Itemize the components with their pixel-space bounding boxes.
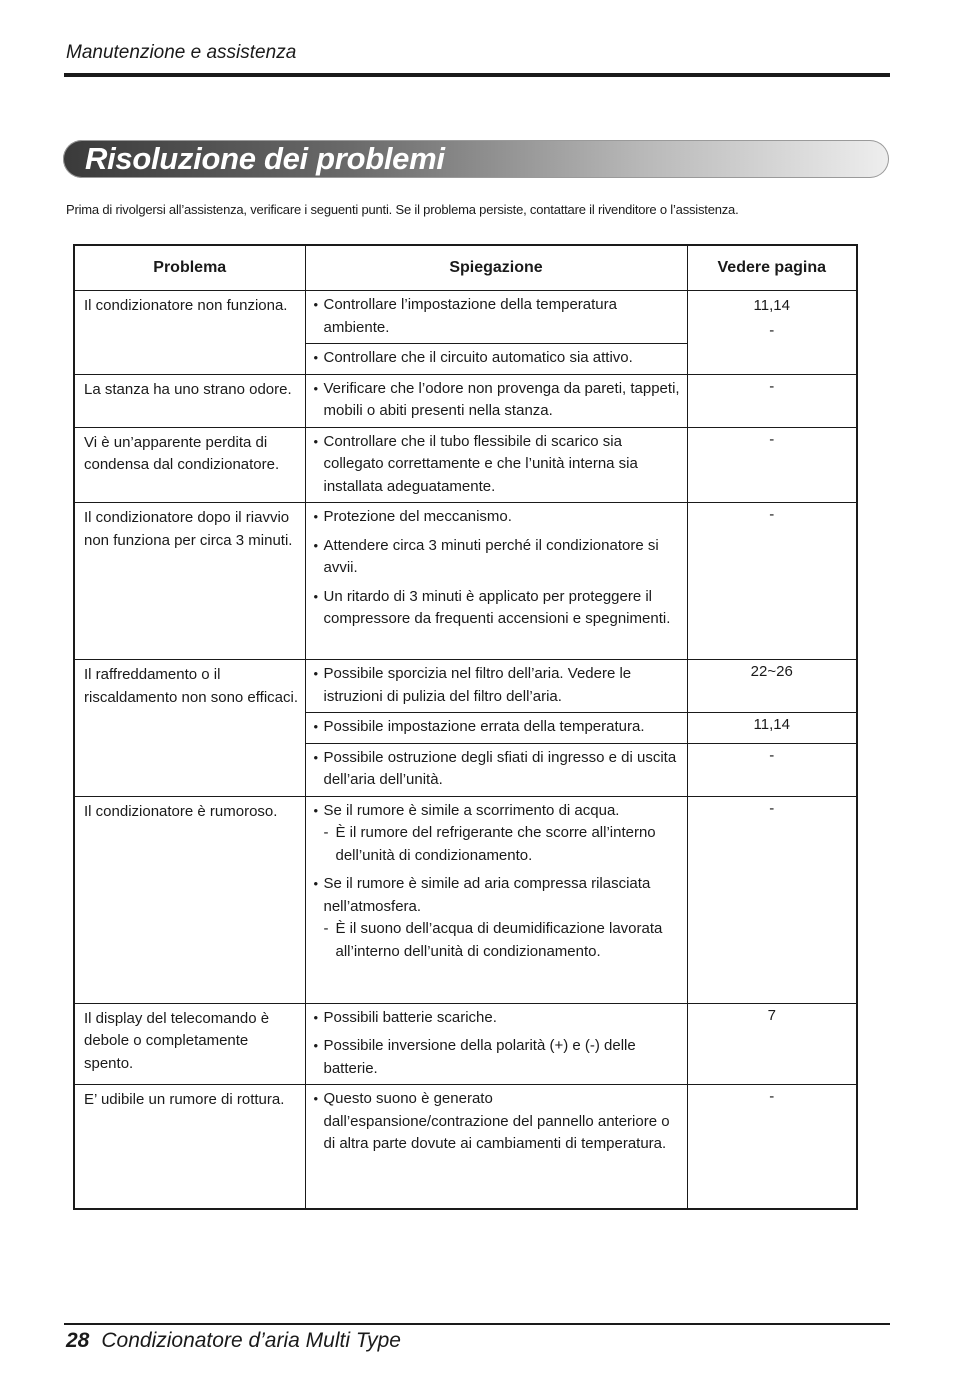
table-row <box>74 291 857 344</box>
running-header: Manutenzione e assistenza <box>66 42 297 63</box>
page-ref: - <box>769 322 775 339</box>
bullet-text: • Se il rumore è simile a scorrimento di acqua. <box>323 801 620 819</box>
bullet-item: • Controllare che il tubo flessibile di scarico sia collegato correttamente e che l’unità interna sia installata adeguatamente. <box>314 431 681 499</box>
page-cell: - <box>687 1085 857 1210</box>
explanation-cell <box>305 713 687 744</box>
troubleshooting-table <box>73 244 858 1210</box>
problem-cell: Il raffreddamento o il riscaldamento non sono efficaci. <box>74 660 305 797</box>
table-row <box>74 427 857 503</box>
footer-title: Condizionatore d’aria Multi Type <box>101 1329 401 1352</box>
footer-rule <box>64 1323 890 1325</box>
explanation-cell <box>305 503 687 660</box>
page-cell: 7 <box>687 1003 857 1085</box>
table-row <box>74 1085 857 1210</box>
bullet-item: • Protezione del meccanismo. <box>314 506 681 529</box>
dash-item: - È il suono dell’acqua di deumidificazione lavorata all’interno dell’unità di condizionamento. <box>314 918 681 963</box>
explanation-cell <box>305 796 687 1003</box>
bullet-item: • Possibile impostazione errata della temperatura. <box>314 716 681 739</box>
bullet-item <box>314 800 681 823</box>
page-number: 28 <box>66 1329 90 1352</box>
problem-cell: Il condizionatore è rumoroso. <box>74 796 305 1003</box>
page-cell: - <box>687 503 857 660</box>
page-cell: 11,14 <box>687 713 857 744</box>
bullet-item: • Possibile inversione della polarità (+) e (-) delle batterie. <box>314 1035 681 1080</box>
bullet-item: • Un ritardo di 3 minuti è applicato per proteggere il compressore da frequenti accensioni e spegnimenti. <box>314 586 681 631</box>
table-header-row <box>74 245 857 291</box>
problem-cell: Il condizionatore non funziona. <box>74 291 305 375</box>
page-footer <box>66 1329 401 1353</box>
bullet-item: • Possibili batterie scariche. <box>314 1007 681 1030</box>
bullet-item: • Verificare che l’odore non provenga da pareti, tappeti, mobili o abiti presenti nella stanza. <box>314 378 681 423</box>
bullet-item: • Possibile ostruzione degli sfiati di ingresso e di uscita dell’aria dell’unità. <box>314 747 681 792</box>
explanation-cell <box>305 291 687 344</box>
header-explanation: Spiegazione <box>305 245 687 291</box>
bullet-item: • Attendere circa 3 minuti perché il condizionatore si avvii. <box>314 535 681 580</box>
page-cell: - <box>687 743 857 796</box>
header-rule <box>64 73 890 77</box>
section-banner <box>63 140 889 178</box>
explanation-cell <box>305 743 687 796</box>
explanation-cell <box>305 374 687 427</box>
problem-cell: La stanza ha uno strano odore. <box>74 374 305 427</box>
problem-cell: Vi è un’apparente perdita di condensa dal condizionatore. <box>74 427 305 503</box>
intro-text: Prima di rivolgersi all’assistenza, verificare i seguenti punti. Se il problema persiste, contattare il rivenditore o l’assistenza. <box>66 202 739 217</box>
explanation-cell <box>305 660 687 713</box>
header-page: Vedere pagina <box>687 245 857 291</box>
page-cell: 22~26 <box>687 660 857 713</box>
page-cell: - <box>687 796 857 1003</box>
page-cell: - <box>687 374 857 427</box>
bullet-item: • Controllare l’impostazione della temperatura ambiente. <box>314 294 681 339</box>
table-row <box>74 660 857 713</box>
explanation-cell <box>305 1003 687 1085</box>
table-row <box>74 374 857 427</box>
bullet-item <box>314 873 681 918</box>
bullet-item: • Questo suono è generato dall’espansione/contrazione del pannello anteriore o di altra parte dovute ai cambiamenti di temperatura. <box>314 1088 681 1156</box>
explanation-cell <box>305 344 687 375</box>
dash-item: - È il rumore del refrigerante che scorre all’interno dell’unità di condizionamento. <box>314 822 681 867</box>
page-cell: - <box>687 427 857 503</box>
page-ref: 11,14 <box>753 297 790 314</box>
bullet-text: • Se il rumore è simile ad aria compressa rilasciata nell’atmosfera. <box>323 875 651 915</box>
page-title: Risoluzione dei problemi <box>85 141 445 176</box>
table-row <box>74 503 857 660</box>
explanation-cell <box>305 1085 687 1210</box>
problem-cell: E’ udibile un rumore di rottura. <box>74 1085 305 1210</box>
header-problem: Problema <box>74 245 305 291</box>
problem-cell: Il condizionatore dopo il riavvio non funziona per circa 3 minuti. <box>74 503 305 660</box>
explanation-cell <box>305 427 687 503</box>
problem-cell: Il display del telecomando è debole o completamente spento. <box>74 1003 305 1085</box>
table-row <box>74 1003 857 1085</box>
bullet-item: • Controllare che il circuito automatico sia attivo. <box>314 347 681 370</box>
page-cell <box>687 291 857 375</box>
table-row <box>74 796 857 1003</box>
bullet-item: • Possibile sporcizia nel filtro dell’aria. Vedere le istruzioni di pulizia del filtro dell’aria. <box>314 663 681 708</box>
